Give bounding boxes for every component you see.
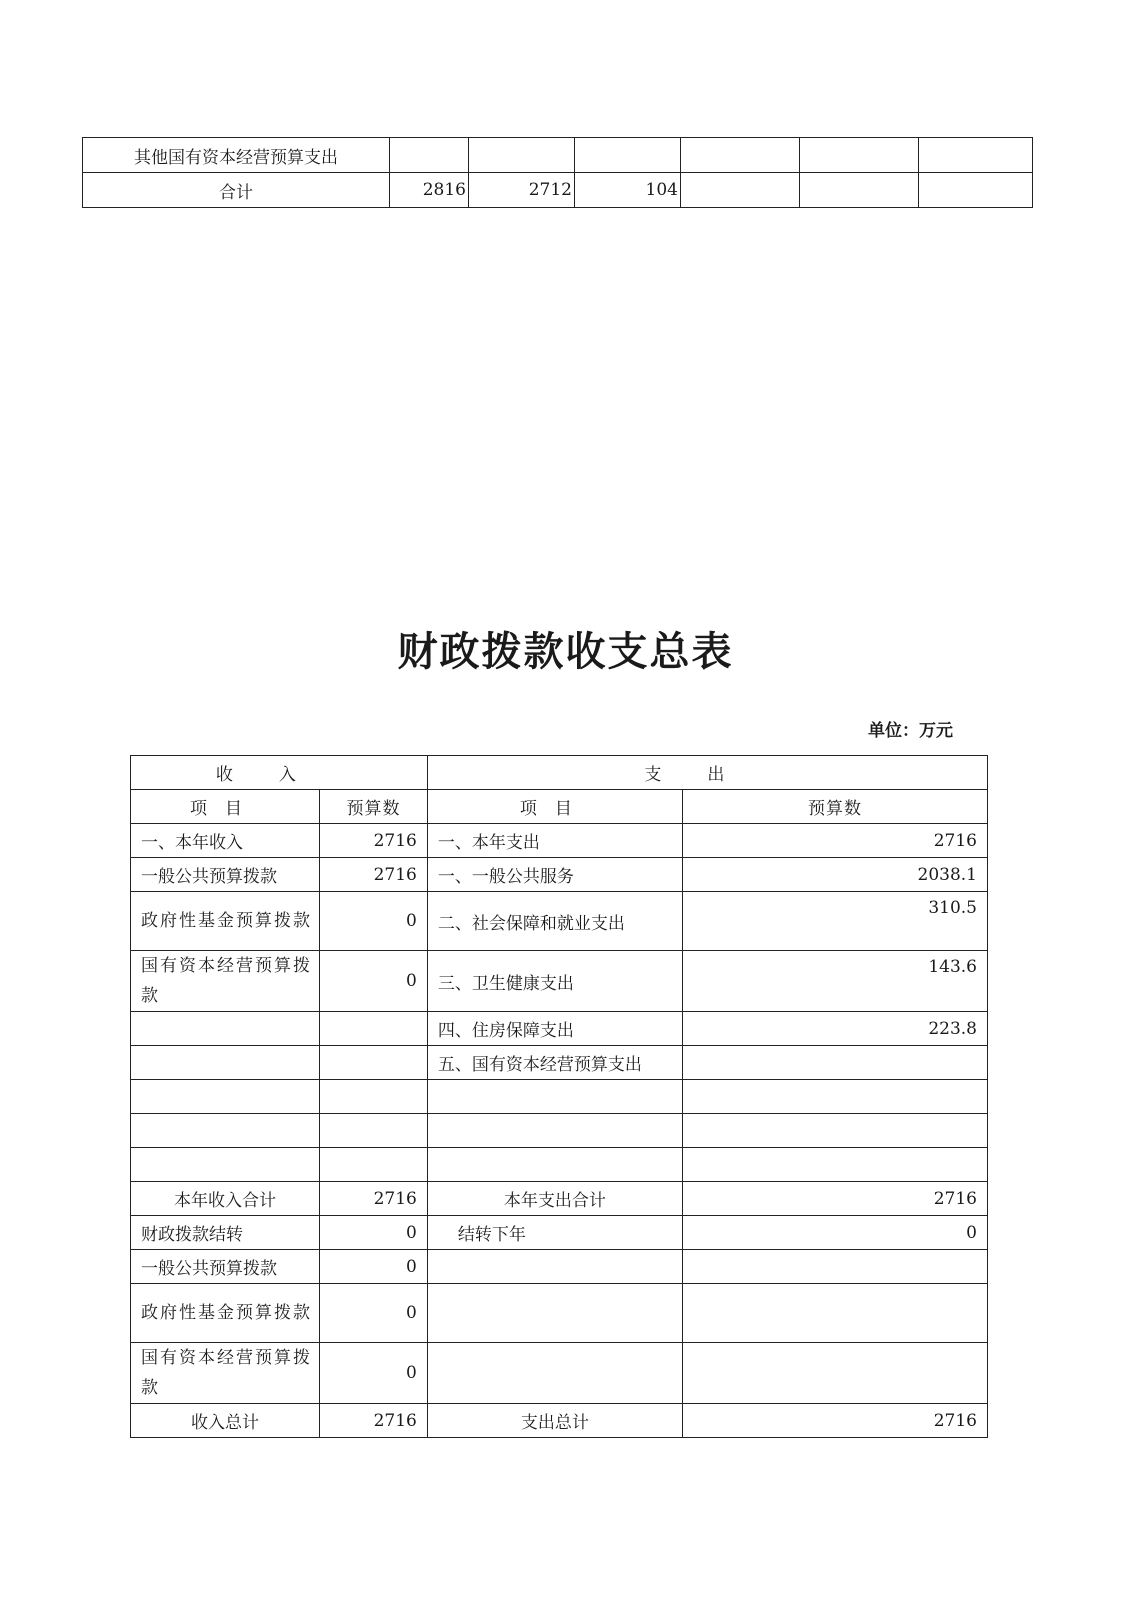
cell: [469, 138, 575, 173]
cell: [919, 138, 1033, 173]
income-label: [131, 1012, 320, 1046]
expense-label: [427, 1114, 682, 1148]
expense-value: [682, 1148, 987, 1182]
income-value: 0: [320, 1216, 428, 1250]
income-total-label: 收入总计: [131, 1404, 320, 1438]
document-title: 财政拨款收支总表: [397, 628, 734, 675]
table-row: [131, 1250, 988, 1284]
income-value: [320, 1012, 428, 1046]
row-label: 合计: [83, 173, 390, 208]
expense-value: 143.6: [682, 951, 987, 1012]
table-row: [131, 1343, 988, 1404]
expense-value: 2038.1: [682, 858, 987, 892]
income-budget-header: 预算数: [320, 790, 428, 824]
income-value: 2716: [320, 858, 428, 892]
income-subtotal-label: 本年收入合计: [131, 1182, 320, 1216]
income-total-value: 2716: [320, 1404, 428, 1438]
income-label: 财政拨款结转: [131, 1216, 320, 1250]
unit-label: 单位：万元: [868, 721, 953, 741]
income-label: 一、本年收入: [131, 824, 320, 858]
expense-value: 310.5: [682, 892, 987, 951]
income-label: [131, 1046, 320, 1080]
expense-value: [682, 1250, 987, 1284]
income-label: 国有资本经营预算拨款: [131, 1343, 320, 1404]
income-label: 国有资本经营预算拨款: [131, 951, 320, 1012]
cell: [681, 138, 800, 173]
table-row: [131, 1114, 988, 1148]
income-label: 一般公共预算拨款: [131, 1250, 320, 1284]
cell: [800, 173, 919, 208]
income-value: 0: [320, 1284, 428, 1343]
cell: 2816: [390, 173, 469, 208]
expense-label: [427, 1080, 682, 1114]
table-row: [131, 951, 988, 1012]
expense-label: [427, 1148, 682, 1182]
expense-value: 0: [682, 1216, 987, 1250]
expense-value: [682, 1343, 987, 1404]
income-subtotal-value: 2716: [320, 1182, 428, 1216]
cell: [800, 138, 919, 173]
expense-value: [682, 1114, 987, 1148]
cell: [575, 138, 681, 173]
income-value: [320, 1046, 428, 1080]
section-header-row: [131, 756, 988, 790]
table-row: [83, 173, 1033, 208]
table-row: [131, 1284, 988, 1343]
income-value: 0: [320, 951, 428, 1012]
cell: [390, 138, 469, 173]
expense-total-label: 支出总计: [427, 1404, 682, 1438]
table-row: [131, 1216, 988, 1250]
expense-item-header: 项目: [427, 790, 682, 824]
expense-value: [682, 1046, 987, 1080]
subtotal-row: [131, 1182, 988, 1216]
income-label: [131, 1080, 320, 1114]
table-row: [131, 1046, 988, 1080]
income-value: 2716: [320, 824, 428, 858]
expense-total-value: 2716: [682, 1404, 987, 1438]
cell: [919, 173, 1033, 208]
fiscal-summary-table: [130, 755, 988, 1438]
income-value: [320, 1114, 428, 1148]
expense-label: [427, 1343, 682, 1404]
expense-label: 五、国有资本经营预算支出: [427, 1046, 682, 1080]
cell: 104: [575, 173, 681, 208]
income-label: 政府性基金预算拨款: [131, 1284, 320, 1343]
income-value: 0: [320, 1343, 428, 1404]
expense-value: 223.8: [682, 1012, 987, 1046]
income-label: [131, 1114, 320, 1148]
table-row: [131, 892, 988, 951]
previous-table-fragment: [82, 137, 1033, 208]
expense-label: 二、社会保障和就业支出: [427, 892, 682, 951]
income-value: 0: [320, 1250, 428, 1284]
row-label: 其他国有资本经营预算支出: [83, 138, 390, 173]
expense-subtotal-value: 2716: [682, 1182, 987, 1216]
expense-value: [682, 1080, 987, 1114]
income-label: 政府性基金预算拨款: [131, 892, 320, 951]
income-label: 一般公共预算拨款: [131, 858, 320, 892]
expense-label: 四、住房保障支出: [427, 1012, 682, 1046]
expense-label: [427, 1284, 682, 1343]
table-row: [131, 1012, 988, 1046]
column-header-row: [131, 790, 988, 824]
expense-budget-header: 预算数: [682, 790, 987, 824]
expense-header: 支出: [427, 756, 987, 790]
expense-label: [427, 1250, 682, 1284]
income-item-header: 项目: [131, 790, 320, 824]
table-row: [131, 824, 988, 858]
income-header: 收入: [131, 756, 428, 790]
table-row: [131, 1148, 988, 1182]
expense-label: 三、卫生健康支出: [427, 951, 682, 1012]
income-value: [320, 1080, 428, 1114]
expense-value: [682, 1284, 987, 1343]
expense-subtotal-label: 本年支出合计: [427, 1182, 682, 1216]
total-row: [131, 1404, 988, 1438]
expense-label: 结转下年: [427, 1216, 682, 1250]
income-value: 0: [320, 892, 428, 951]
expense-label: 一、本年支出: [427, 824, 682, 858]
cell: [681, 173, 800, 208]
income-value: [320, 1148, 428, 1182]
expense-label: 一、一般公共服务: [427, 858, 682, 892]
table-row: [131, 858, 988, 892]
table-row: [131, 1080, 988, 1114]
expense-value: 2716: [682, 824, 987, 858]
table-row: [83, 138, 1033, 173]
cell: 2712: [469, 173, 575, 208]
income-label: [131, 1148, 320, 1182]
